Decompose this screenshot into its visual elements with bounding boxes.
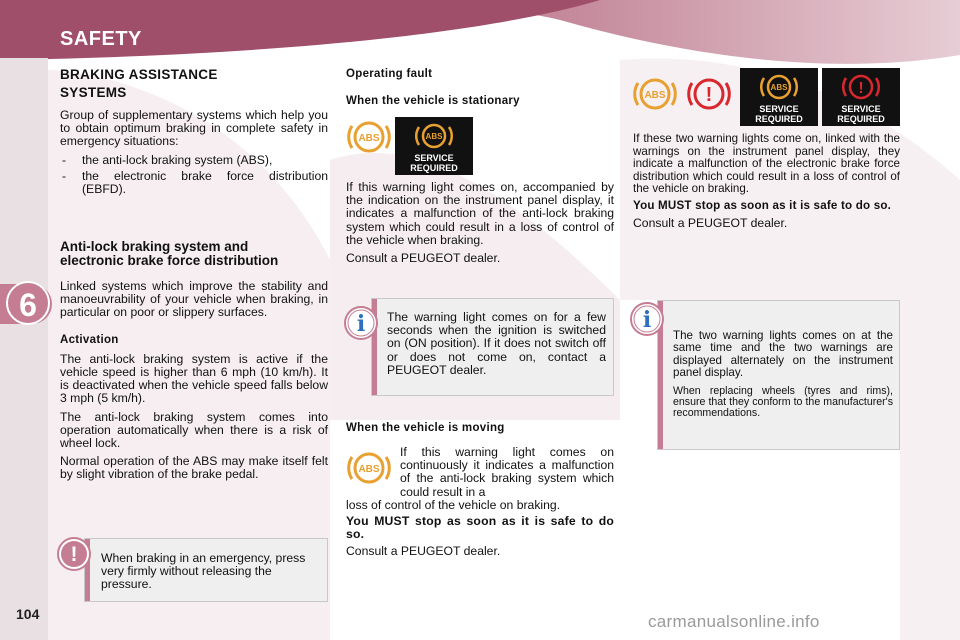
moving-consult: Consult a PEUGEOT dealer. — [346, 543, 501, 558]
info-icon — [630, 302, 664, 336]
svg-text:!: ! — [705, 84, 713, 106]
brake-warning-light-icon — [686, 74, 732, 114]
svg-text:ABS: ABS — [358, 464, 380, 475]
svg-text:SERVICE: SERVICE — [414, 153, 454, 163]
svg-text:REQUIRED: REQUIRED — [410, 163, 458, 173]
info-icon — [344, 306, 378, 340]
middle-column-top — [346, 68, 614, 114]
watermark: carmanualsonline.info — [648, 612, 820, 631]
activation-paragraph: The anti-lock braking system comes into operation automatically when there is a risk of wheel lock. — [60, 409, 328, 451]
svg-text:REQUIRED: REQUIRED — [837, 114, 885, 124]
svg-text:ABS: ABS — [644, 90, 666, 101]
middle-column-stationary — [346, 181, 614, 270]
svg-text:REQUIRED: REQUIRED — [755, 114, 803, 124]
left-column-section — [60, 240, 328, 487]
moving-stop-warning: You MUST stop as soon as it is safe to do so. — [346, 514, 614, 542]
moving-text-indented — [400, 446, 614, 499]
svg-text:i: i — [642, 307, 652, 333]
info-glyph: i — [356, 311, 366, 337]
page-number: 104 — [16, 606, 40, 622]
chapter-number: 6 — [6, 281, 50, 325]
page-title: SAFETY — [60, 28, 142, 50]
abs-label: ABS — [358, 133, 380, 144]
activation-paragraph: Normal operation of the ABS may make itself felt by slight vibration of the brake pedal. — [60, 454, 328, 482]
list-item: - the anti-lock braking system (ABS), — [60, 154, 328, 167]
right-info-note-text — [673, 330, 893, 424]
svg-text:SERVICE: SERVICE — [759, 104, 799, 114]
info-note-paragraph: When replacing wheels (tyres and rims), ensure that they conform to the manufacturer's recommendations. — [673, 384, 893, 420]
brake-service-required-icon — [822, 68, 900, 126]
intro-paragraph: Group of supplementary systems which help you to obtain optimum braking in complete safety in emergency situations: — [60, 108, 328, 149]
svg-text:!: ! — [858, 80, 864, 97]
right-column — [633, 133, 900, 234]
moving-text-continued: loss of control of the vehicle on braking. — [346, 498, 561, 512]
warning-icon — [57, 537, 91, 571]
abs-service-required-icon — [740, 68, 818, 126]
middle-column-moving-bottom — [346, 499, 614, 563]
warning-note-text — [101, 552, 321, 596]
activation-heading: Activation — [60, 333, 119, 346]
svg-text:ABS: ABS — [770, 83, 788, 92]
moving-heading: When the vehicle is moving — [346, 422, 505, 434]
list-item: - the electronic brake force distribution (EBFD). — [60, 170, 328, 196]
middle-column-moving — [346, 422, 614, 447]
operating-fault-heading: Operating fault — [346, 68, 433, 80]
systems-list — [60, 154, 328, 197]
info-note-text — [387, 311, 606, 381]
stationary-heading: When the vehicle is stationary — [346, 95, 520, 108]
abs-section-text: Linked systems which improve the stability and manoeuvrability of your vehicle when braking, in particular on poor or slippery surfaces. — [60, 279, 328, 320]
warning-glyph: ! — [70, 543, 78, 566]
abs-warning-light-icon — [346, 448, 392, 488]
abs-warning-light-icon — [632, 74, 678, 114]
stationary-text: If this warning light comes on, accompanied by the indication on the instrument panel display, it indicates a malfunction of the anti-lock braking system which could result in a loss of control of the vehicle when braking. — [346, 180, 614, 247]
info-note-paragraph: The warning light comes on for a few seconds when the ignition is switched on (ON position). If it does not switch off or does not come on, contact a PEUGEOT dealer. — [387, 310, 606, 377]
warning-note-paragraph: When braking in an emergency, press very firmly without releasing the pressure. — [101, 551, 306, 592]
abs-section-heading: Anti-lock braking system and electronic brake force distribution — [60, 239, 279, 268]
moving-text: If this warning light comes on continuously it indicates a malfunction of the anti-lock braking system which could result in a — [400, 445, 614, 499]
svg-text:SERVICE: SERVICE — [841, 104, 881, 114]
activation-paragraph: The anti-lock braking system is active if the vehicle speed is higher than 6 mph (10 km/h). It is deactivated when the vehicle speed falls below 3 mph (5 km/h). — [60, 351, 328, 406]
abs-warning-light-icon — [346, 117, 392, 157]
right-stop-warning: You MUST stop as soon as it is safe to do so. — [633, 198, 892, 212]
left-column — [60, 66, 328, 201]
stationary-consult: Consult a PEUGEOT dealer. — [346, 251, 501, 266]
info-note-paragraph: The two warning lights comes on at the same time and the two warnings are displayed alternately on the instrument panel display. — [673, 329, 893, 380]
right-consult: Consult a PEUGEOT dealer. — [633, 215, 788, 230]
braking-assistance-heading: BRAKING ASSISTANCE SYSTEMS — [60, 67, 218, 100]
abs-service-required-icon — [395, 117, 473, 175]
svg-text:ABS: ABS — [425, 132, 443, 141]
right-text: If these two warning lights come on, linked with the warnings on the instrument panel display, they indicate a malfunction of the electronic brake force distribution which could result in a loss of control of the vehicle on braking. — [633, 132, 900, 196]
